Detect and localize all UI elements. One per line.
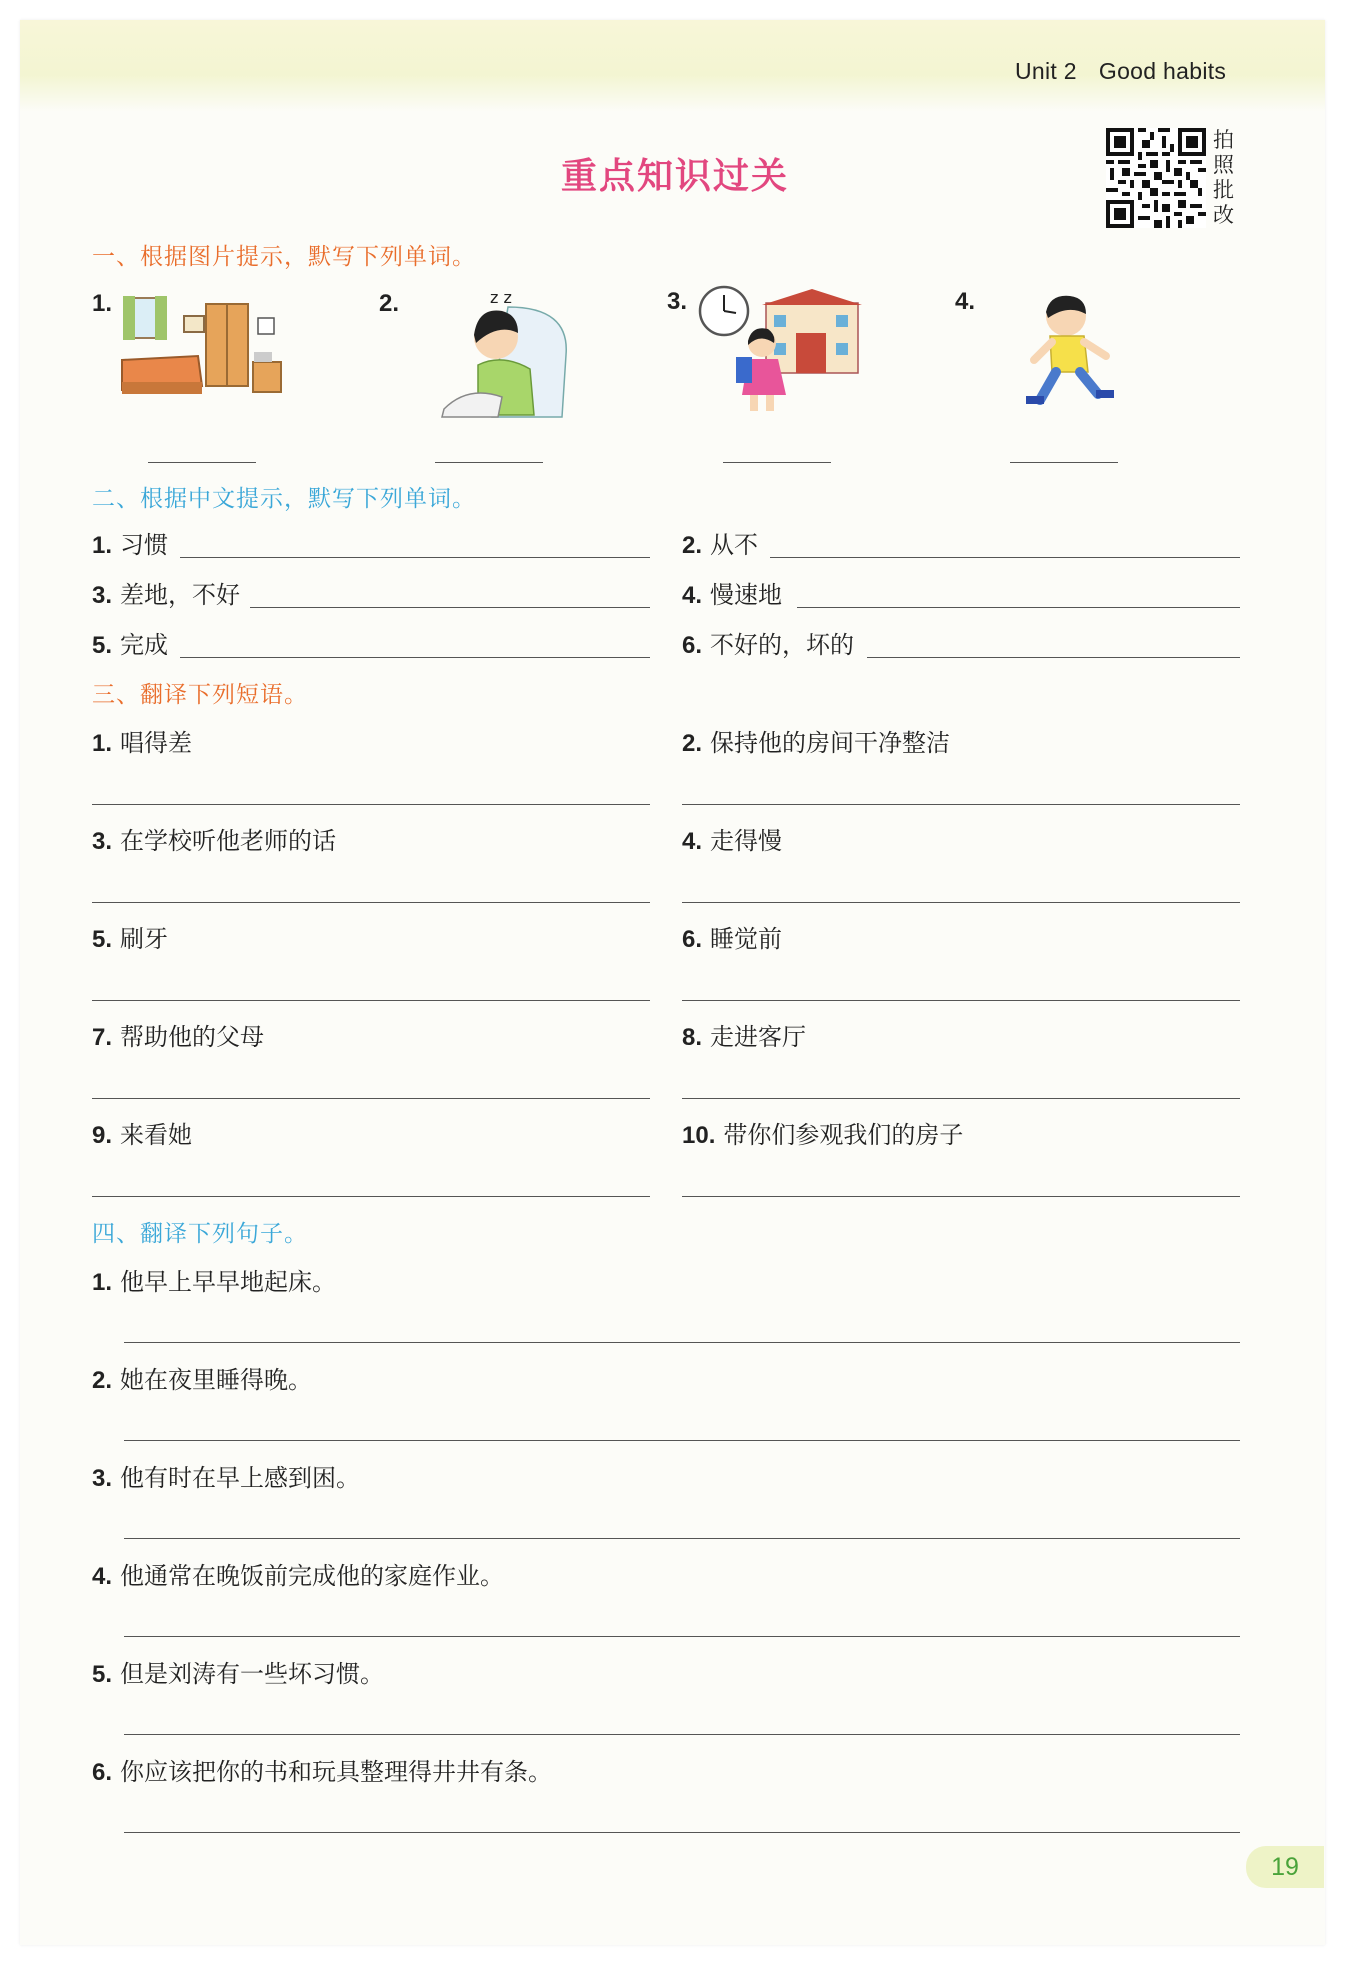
sentence-answer-line-1[interactable] — [124, 1342, 1240, 1343]
section3-heading: 三、翻译下列短语。 — [92, 682, 308, 708]
sentence-answer-line-4[interactable] — [124, 1636, 1240, 1637]
sentence-item-1: 1. 他早上早早地起床。 — [92, 1268, 337, 1296]
word-item-3: 3. 差地，不好 — [92, 581, 241, 609]
pic-item-3-number: 3. — [667, 288, 688, 315]
phrase-answer-line-10[interactable] — [682, 1196, 1240, 1197]
phrase-item-5: 5. 刷牙 — [92, 925, 169, 953]
unit-number: Unit 2 — [1015, 58, 1077, 84]
pic-item-1-number: 1. — [92, 290, 113, 317]
phrase-item-8: 8. 走进客厅 — [682, 1023, 807, 1051]
pic-item-2-number: 2. — [379, 290, 400, 317]
phrase-item-6: 6. 睡觉前 — [682, 925, 783, 953]
word-item-2: 2. 从不 — [682, 531, 759, 559]
word-answer-line-6[interactable] — [867, 657, 1240, 658]
sentence-answer-line-3[interactable] — [124, 1538, 1240, 1539]
sentence-answer-line-2[interactable] — [124, 1440, 1240, 1441]
sentence-answer-line-5[interactable] — [124, 1734, 1240, 1735]
qr-caption: 拍 照 批 改 — [1213, 128, 1234, 227]
sentence-item-2: 2. 她在夜里睡得晚。 — [92, 1366, 313, 1394]
sentence-item-6: 6. 你应该把你的书和玩具整理得井井有条。 — [92, 1758, 553, 1786]
phrase-item-7: 7. 帮助他的父母 — [92, 1023, 265, 1051]
phrase-item-2: 2. 保持他的房间干净整洁 — [682, 729, 951, 757]
phrase-answer-line-3[interactable] — [92, 902, 650, 903]
pic-answer-line-2[interactable] — [435, 462, 543, 463]
svg-text:z z: z z — [490, 288, 512, 307]
phrase-answer-line-5[interactable] — [92, 1000, 650, 1001]
word-answer-line-5[interactable] — [180, 657, 650, 658]
word-item-6: 6. 不好的，坏的 — [682, 631, 855, 659]
phrase-item-3: 3. 在学校听他老师的话 — [92, 827, 337, 855]
pic-answer-line-1[interactable] — [148, 462, 256, 463]
running-boy-picture-icon — [1020, 290, 1120, 415]
phrase-answer-line-8[interactable] — [682, 1098, 1240, 1099]
phrase-answer-line-6[interactable] — [682, 1000, 1240, 1001]
word-item-5: 5. 完成 — [92, 631, 169, 659]
pic-answer-line-3[interactable] — [723, 462, 831, 463]
section1-heading: 一、根据图片提示，默写下列单词。 — [92, 244, 476, 270]
phrase-item-9: 9. 来看她 — [92, 1121, 193, 1149]
phrase-answer-line-9[interactable] — [92, 1196, 650, 1197]
word-answer-line-4[interactable] — [797, 607, 1240, 608]
sentence-answer-line-6[interactable] — [124, 1832, 1240, 1833]
sentence-item-3: 3. 他有时在早上感到困。 — [92, 1464, 361, 1492]
bedroom-picture-icon — [118, 290, 283, 402]
phrase-answer-line-2[interactable] — [682, 804, 1240, 805]
unit-topic: Good habits — [1098, 58, 1227, 84]
section4-heading: 四、翻译下列句子。 — [92, 1221, 308, 1247]
unit-header — [1015, 58, 1226, 85]
phrase-answer-line-4[interactable] — [682, 902, 1240, 903]
page-number: 19 — [1246, 1846, 1324, 1888]
word-item-1: 1. 习惯 — [92, 531, 169, 559]
pic-item-4-number: 4. — [955, 288, 976, 315]
pic-answer-line-4[interactable] — [1010, 462, 1118, 463]
word-answer-line-3[interactable] — [250, 607, 650, 608]
phrase-answer-line-1[interactable] — [92, 804, 650, 805]
word-answer-line-2[interactable] — [770, 557, 1240, 558]
phrase-item-1: 1. 唱得差 — [92, 729, 193, 757]
sentence-item-5: 5. 但是刘涛有一些坏习惯。 — [92, 1660, 385, 1688]
late-for-school-picture-icon — [696, 283, 866, 418]
phrase-item-10: 10. 带你们参观我们的房子 — [682, 1121, 964, 1149]
section2-heading: 二、根据中文提示，默写下列单词。 — [92, 486, 476, 512]
phrase-item-4: 4. 走得慢 — [682, 827, 783, 855]
word-answer-line-1[interactable] — [180, 557, 650, 558]
phrase-answer-line-7[interactable] — [92, 1098, 650, 1099]
sleeping-girl-picture-icon — [438, 285, 573, 420]
word-item-4: 4. 慢速地 — [682, 581, 783, 609]
sentence-item-4: 4. 他通常在晚饭前完成他的家庭作业。 — [92, 1562, 505, 1590]
page-title: 重点知识过关 — [560, 156, 789, 197]
